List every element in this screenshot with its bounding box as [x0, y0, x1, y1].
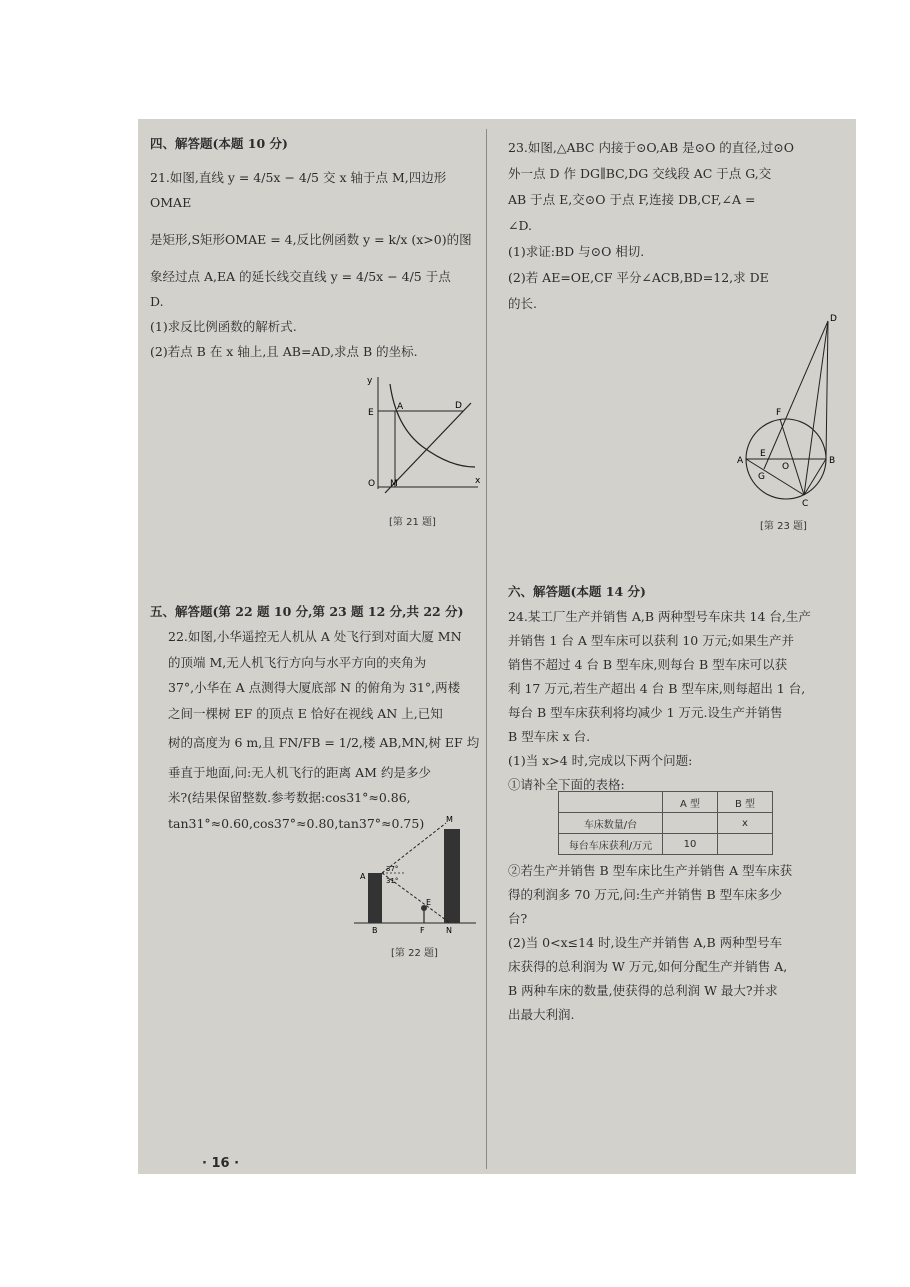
q22-line: 的顶端 M,无人机飞行方向与水平方向的夹角为	[168, 654, 427, 670]
q24-line: 利 17 万元,若生产超出 4 台 B 型车床,则每超出 1 台,	[508, 681, 806, 696]
fig22-label-37: 37°	[386, 865, 399, 873]
fig23-label-d: D	[830, 314, 837, 324]
q22-line: 37°,小华在 A 点测得大厦底部 N 的俯角为 31°,两楼	[168, 680, 461, 695]
q21-line: 21.如图,直线 y = 4/5x − 4/5 交 x 轴于点 M,四边形 OMAE	[150, 170, 447, 210]
figure-21-caption: [第 21 题]	[389, 517, 436, 528]
q23-line: ∠D.	[508, 218, 533, 233]
q21-line: 是矩形,S矩形OMAE = 4,反比例函数 y = k/x (x>0)的图	[150, 232, 472, 247]
table-cell-blank[interactable]	[717, 834, 772, 855]
figure-23-caption: [第 23 题]	[760, 521, 807, 532]
question-21	[150, 165, 480, 364]
fig23-label-f: F	[776, 408, 782, 418]
question-24-cont	[508, 859, 850, 1027]
fig22-label-a: A	[360, 872, 366, 881]
fig22-label-m: M	[446, 815, 453, 824]
table-row	[559, 834, 773, 855]
table-cell: 车床数量/台	[559, 813, 663, 834]
question-24	[508, 605, 850, 797]
fig23-label-o: O	[782, 462, 790, 472]
q24b-line: (2)当 0<x≤14 时,设生产并销售 A,B 两种型号车	[508, 935, 783, 950]
q24-line: 销售不超过 4 台 B 型车床,则每台 B 型车床可以获	[508, 657, 788, 672]
figure-23	[736, 311, 846, 515]
q23-line: AB 于点 E,交⊙O 于点 F,连接 DB,CF,∠A =	[508, 192, 756, 207]
profit-table	[558, 791, 773, 855]
q23-line: 外一点 D 作 DG∥BC,DG 交线段 AC 于点 G,交	[508, 166, 772, 181]
q21-line: D.	[150, 294, 164, 309]
column-divider	[486, 129, 487, 1169]
exam-page	[138, 119, 856, 1174]
question-22	[168, 624, 480, 836]
q24-line: 每台 B 型车床获利将均减少 1 万元.设生产并销售	[508, 705, 783, 720]
fig22-label-e: E	[426, 898, 432, 907]
table-cell: x	[717, 813, 772, 834]
q22-line: 垂直于地面,问:无人机飞行的距离 AM 约是多少	[168, 764, 431, 780]
fig21-label-d: D	[455, 401, 462, 411]
fig21-label-a: A	[397, 402, 404, 412]
q24-line: ①请补全下面的表格:	[508, 777, 625, 792]
fig22-label-n: N	[446, 926, 452, 935]
q24b-line: ②若生产并销售 B 型车床比生产并销售 A 型车床获	[508, 863, 793, 878]
q23-line: 23.如图,△ABC 内接于⊙O,AB 是⊙O 的直径,过⊙O	[508, 140, 794, 155]
q24b-line: 得的利润多 70 万元,问:生产并销售 B 型车床多少	[508, 887, 783, 902]
fig23-label-g: G	[758, 472, 765, 482]
q24-line: 24.某工厂生产并销售 A,B 两种型号车床共 14 台,生产	[508, 609, 811, 624]
table-header-row	[559, 792, 773, 813]
figure-22	[350, 811, 480, 941]
table-cell: A 型	[663, 792, 718, 813]
table-cell: 10	[663, 834, 718, 855]
fig21-label-o: O	[368, 479, 376, 489]
table-cell: B 型	[717, 792, 772, 813]
q24b-line: 台?	[508, 911, 528, 926]
fig23-label-b: B	[829, 456, 836, 466]
q24b-line: 出最大利润.	[508, 1007, 575, 1022]
q22-line: 22.如图,小华遥控无人机从 A 处飞行到对面大厦 MN	[168, 629, 462, 644]
fig22-label-f: F	[420, 926, 425, 935]
table-cell: 每台车床获利/万元	[559, 834, 663, 855]
fig23-label-c: C	[802, 499, 809, 509]
q21-line: (1)求反比例函数的解析式.	[150, 319, 297, 334]
question-23	[508, 135, 848, 317]
figure-21	[363, 369, 483, 498]
section-4-title: 四、解答题(本题 10 分)	[150, 136, 288, 151]
fig22-label-31: 31°	[386, 877, 399, 885]
q22-line: 树的高度为 6 m,且 FN/FB = 1/2,楼 AB,MN,树 EF 均	[168, 735, 480, 750]
q22-line: 米?(结果保留整数.参考数据:cos31°≈0.86,	[168, 790, 411, 805]
q23-line: (1)求证:BD 与⊙O 相切.	[508, 244, 645, 259]
q21-line: (2)若点 B 在 x 轴上,且 AB=AD,求点 B 的坐标.	[150, 344, 418, 359]
q24-line: B 型车床 x 台.	[508, 729, 591, 744]
fig21-label-m: M	[390, 479, 398, 489]
q24-line: (1)当 x>4 时,完成以下两个问题:	[508, 753, 693, 768]
table-cell-blank[interactable]	[663, 813, 718, 834]
figure-22-caption: [第 22 题]	[391, 948, 438, 959]
table-cell	[559, 792, 663, 813]
section-5-title: 五、解答题(第 22 题 10 分,第 23 题 12 分,共 22 分)	[150, 604, 464, 619]
fig21-label-y: y	[367, 376, 373, 386]
q22-line: tan31°≈0.60,cos37°≈0.80,tan37°≈0.75)	[168, 815, 425, 831]
page-number: · 16 ·	[202, 1156, 240, 1171]
q24-line: 并销售 1 台 A 型车床可以获利 10 万元;如果生产并	[508, 633, 794, 648]
fig21-label-x: x	[475, 476, 481, 486]
q23-line: (2)若 AE=OE,CF 平分∠ACB,BD=12,求 DE	[508, 270, 769, 285]
q22-line: 之间一棵树 EF 的顶点 E 恰好在视线 AN 上,已知	[168, 705, 443, 721]
fig23-label-a: A	[737, 456, 744, 466]
fig22-label-b: B	[372, 926, 378, 935]
fig23-label-e: E	[760, 449, 766, 459]
section-6-title: 六、解答题(本题 14 分)	[508, 584, 646, 599]
fig21-label-e: E	[368, 408, 374, 418]
q23-line: 的长.	[508, 296, 537, 311]
q24b-line: 床获得的总利润为 W 万元,如何分配生产并销售 A,	[508, 959, 788, 974]
q24b-line: B 两种车床的数量,使获得的总利润 W 最大?并求	[508, 983, 778, 998]
q21-line: 象经过点 A,EA 的延长线交直线 y = 4/5x − 4/5 于点	[150, 269, 451, 284]
table-row	[559, 813, 773, 834]
